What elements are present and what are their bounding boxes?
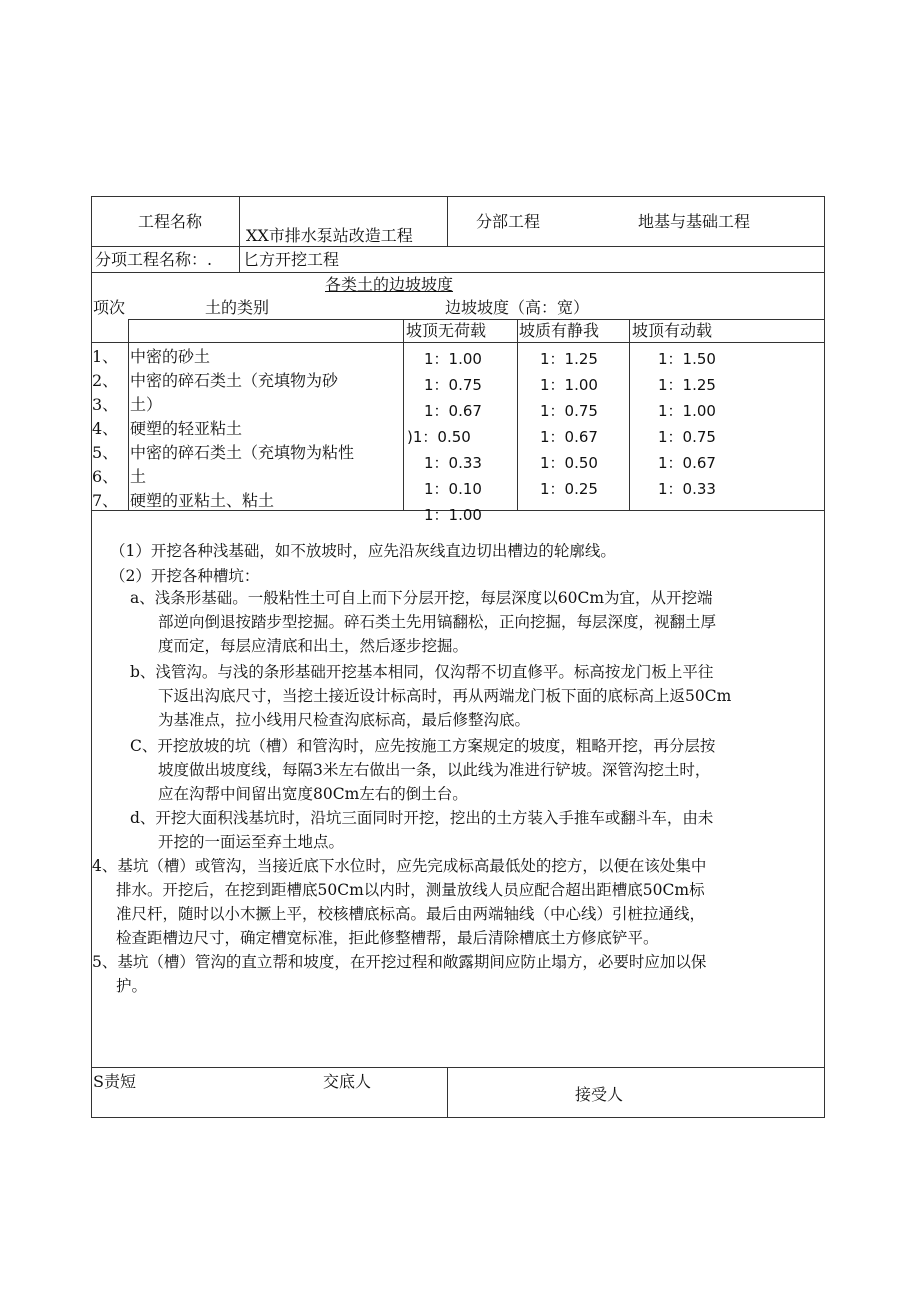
division-label: 分部工程 bbox=[476, 212, 541, 231]
paragraph-2: （2）开挖各种槽坑： bbox=[110, 567, 260, 585]
soil-type-line: 土） bbox=[130, 395, 163, 414]
item-a-line: 部逆向倒退按踏步型挖掘。碎石类土先用镐翻松，正向挖掘，每层深度，视翻土厚 bbox=[158, 613, 717, 631]
slope-value: 1：1.50 bbox=[658, 350, 716, 368]
col-header-item: 项次 bbox=[93, 298, 126, 317]
slope-col-no-load bbox=[404, 343, 517, 524]
slope-value: 1：0.33 bbox=[658, 480, 716, 498]
slope-value: 1：1.00 bbox=[658, 402, 716, 420]
sub-col-no-load: 坡顶无荷载 bbox=[406, 321, 487, 340]
item-c-line: C、开挖放坡的坑（槽）和管沟时，应先按施工方案规定的坡度，粗略开挖，再分层按 bbox=[130, 737, 716, 755]
slope-value: 1：0.67 bbox=[424, 402, 482, 420]
slope-value: 1：0.67 bbox=[540, 428, 598, 446]
receiver-label: 接受人 bbox=[575, 1085, 624, 1104]
slope-value: 1：1.00 bbox=[424, 506, 482, 524]
responsible-label: S责短 bbox=[93, 1072, 136, 1091]
slope-col-static-load bbox=[518, 343, 629, 510]
item-b-line: 下返出沟底尺寸，当挖土接近设计标高时，再从两端龙门板下面的底标高上返50Cm bbox=[158, 687, 732, 705]
item-number: 1、 bbox=[92, 347, 119, 366]
slope-value: 1：1.25 bbox=[658, 376, 716, 394]
sub-col-dynamic-load: 坡顶有动载 bbox=[632, 321, 713, 340]
slope-value: 1：1.25 bbox=[540, 350, 598, 368]
slope-value: )1：0.50 bbox=[407, 428, 471, 446]
item-b-line: b、浅管沟。与浅的条形基础开挖基本相同，仅沟帮不切直修平。标高按龙门板上平往 bbox=[130, 663, 714, 681]
item-a-line: a、浅条形基础。一般粘性土可自上而下分层开挖，每层深度以60Cm为宜，从开挖端 bbox=[130, 589, 713, 607]
project-name-value: XX市排水泵站改造工程 bbox=[246, 226, 413, 245]
item-number: 7、 bbox=[92, 491, 119, 510]
paragraph-1: （1）开挖各种浅基础，如不放坡时，应先沿灰线直边切出槽边的轮廓线。 bbox=[110, 542, 616, 560]
slope-col-dynamic-load bbox=[630, 343, 824, 510]
item-a-line: 度而定，每层应清底和出土，然后逐步挖掘。 bbox=[158, 637, 469, 655]
item-c-line: 坡度做出坡度线，每隔3米左右做出一条，以此线为准进行铲坡。深管沟挖土时， bbox=[158, 761, 711, 779]
slope-value: 1：0.75 bbox=[540, 402, 598, 420]
slope-value: 1：0.10 bbox=[424, 480, 482, 498]
paragraph-4-line: 排水。开挖后，在挖到距槽底50Cm以内时，测量放线人员应配合超出距槽底50Cm标 bbox=[116, 881, 705, 899]
item-d-line: d、开挖大面积浅基坑时，沿坑三面同时开挖，挖出的土方装入手推车或翻斗车，由未 bbox=[130, 809, 714, 827]
item-d-line: 开挖的一面运至弃土地点。 bbox=[158, 833, 345, 851]
col-header-slope: 边坡坡度（高：宽） bbox=[445, 298, 590, 317]
item-c-line: 应在沟帮中间留出宽度80Cm左右的倒土台。 bbox=[158, 785, 468, 803]
col-header-soil: 土的类别 bbox=[205, 298, 270, 317]
soil-type-line: 硬塑的亚粘土、粘土 bbox=[130, 491, 275, 510]
soil-type-line: 土 bbox=[130, 467, 147, 486]
soil-type-line: 中密的碎石类土（充填物为粘性 bbox=[130, 443, 355, 462]
paragraph-4-line: 4、基坑（槽）或管沟，当接近底下水位时，应先完成标高最低处的挖方，以便在该处集中 bbox=[92, 857, 707, 875]
subitem-label: 分项工程名称：. bbox=[95, 250, 213, 269]
slope-value: 1：0.75 bbox=[424, 376, 482, 394]
slope-value: 1：0.75 bbox=[658, 428, 716, 446]
item-number: 5、 bbox=[92, 443, 119, 462]
paragraph-4-line: 准尺杆，随时以小木撅上平，校核槽底标高。最后由两端轴线（中心线）引桩拉通线， bbox=[116, 905, 706, 923]
soil-type-line: 中密的砂土 bbox=[130, 347, 211, 366]
item-number: 4、 bbox=[92, 419, 119, 438]
slope-value: 1：0.50 bbox=[540, 454, 598, 472]
handover-label: 交底人 bbox=[323, 1072, 372, 1091]
item-number: 2、 bbox=[92, 371, 119, 390]
slope-value: 1：0.67 bbox=[658, 454, 716, 472]
item-number: 6、 bbox=[92, 467, 119, 486]
slope-table-title: 各类土的边坡坡度 bbox=[325, 275, 454, 294]
paragraph-4-line: 检查距槽边尺寸，确定槽宽标准，拒此修整槽帮，最后清除槽底土方修底铲平。 bbox=[116, 929, 659, 947]
slope-value: 1：0.25 bbox=[540, 480, 598, 498]
soil-type-line: 硬塑的轻亚粘土 bbox=[130, 419, 243, 438]
project-name-label: 工程名称 bbox=[138, 212, 203, 231]
slope-value: 1：1.00 bbox=[424, 350, 482, 368]
sub-col-static-load: 坡质有静我 bbox=[519, 321, 600, 340]
paragraph-5-line: 护。 bbox=[116, 977, 148, 995]
slope-value: 1：0.33 bbox=[424, 454, 482, 472]
item-b-line: 为基准点，拉小线用尺检查沟底标高，最后修整沟底。 bbox=[158, 711, 531, 729]
subitem-value: 匕方开挖工程 bbox=[243, 250, 340, 269]
slope-value: 1：1.00 bbox=[540, 376, 598, 394]
item-number: 3、 bbox=[92, 395, 119, 414]
paragraph-5-line: 5、基坑（槽）管沟的直立帮和坡度，在开挖过程和敞露期间应防止塌方，必要时应加以保 bbox=[92, 953, 707, 971]
soil-type-line: 中密的碎石类土（充填物为砂 bbox=[130, 371, 339, 390]
division-value: 地基与基础工程 bbox=[638, 212, 751, 231]
